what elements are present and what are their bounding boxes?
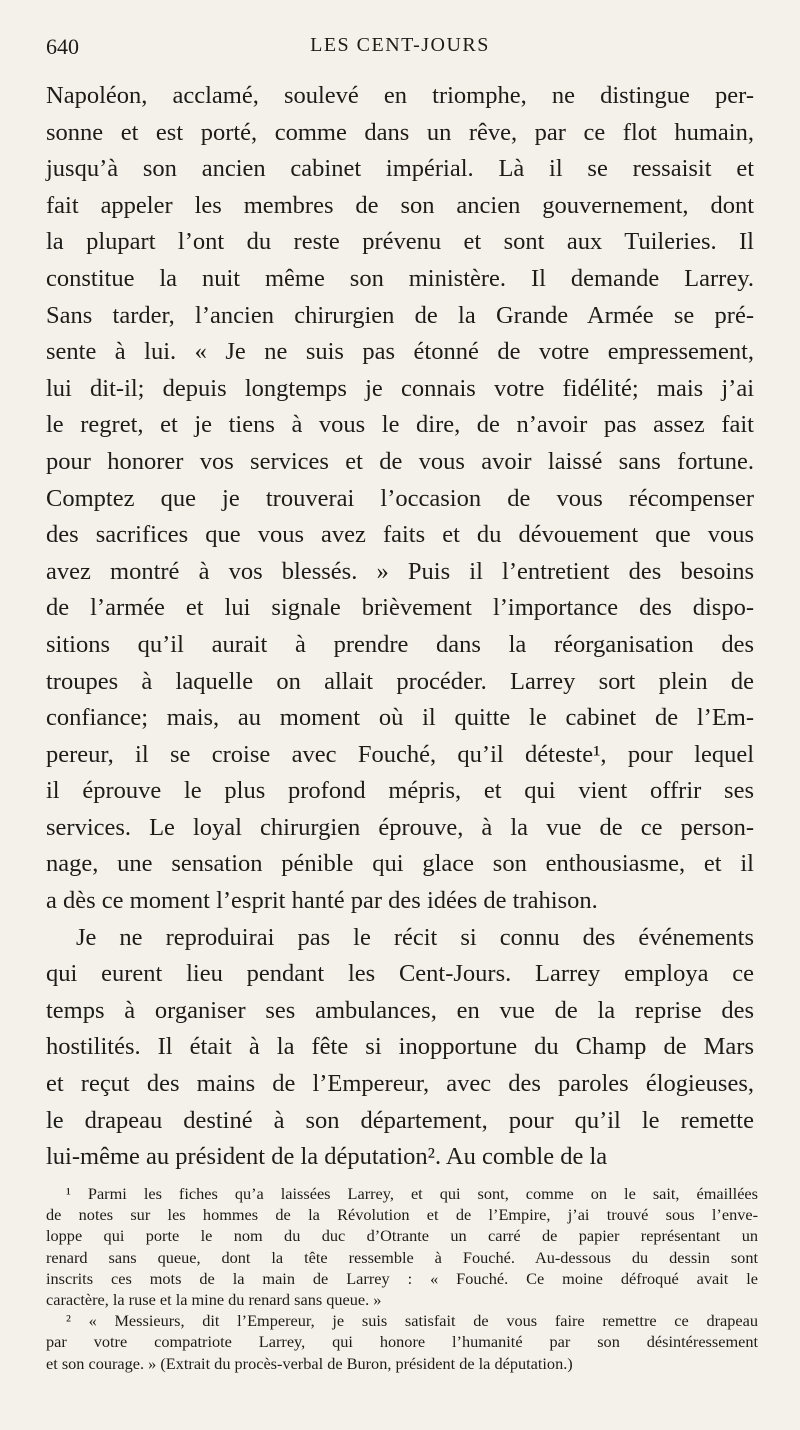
text-line: a dès ce moment l’esprit hanté par des idées de trahison. — [46, 887, 598, 915]
text-line: le drapeau destiné à son département, pour qu’il le remette — [46, 1106, 754, 1134]
paragraph — [46, 920, 754, 1176]
footnote-line: et son courage. » (Extrait du procès-verbal de Buron, président de la députation.) — [46, 1353, 573, 1373]
footnote-line: de notes sur les hommes de la Révolution et de l’Empire, j’ai trouvé sous l’enve- — [46, 1205, 758, 1225]
footnote-line: ² « Messieurs, dit l’Empereur, je suis satisfait de vous faire remettre ce drapeau — [66, 1311, 758, 1331]
text-line: Napoléon, acclamé, soulevé en triomphe, ne distingue per- — [46, 82, 754, 109]
text-line: la plupart l’ont du reste prévenu et sont aux Tuileries. Il — [46, 228, 754, 256]
text-line: constitue la nuit même son ministère. Il demande Larrey. — [46, 264, 754, 292]
text-line: avez montré à vos blessés. » Puis il l’entretient des besoins — [46, 557, 754, 585]
text-line: jusqu’à son ancien cabinet impérial. Là il se ressaisit et — [46, 155, 754, 183]
text-line: pour honorer vos services et de vous avoir laissé sans fortune. — [46, 447, 754, 475]
text-line: lui dit-il; depuis longtemps je connais votre fidélité; mais j’ai — [46, 374, 754, 402]
text-line: de l’armée et lui signale brièvement l’importance des dispo- — [46, 594, 754, 622]
text-line: des sacrifices que vous avez faits et du dévouement que vous — [46, 521, 754, 549]
text-line: pereur, il se croise avec Fouché, qu’il déteste¹, pour lequel — [46, 740, 754, 768]
text-line: lui-même au président de la députation². Au comble de la — [46, 1143, 608, 1171]
footnote-line: loppe qui porte le nom du duc d’Otrante un carré de papier représentant un — [46, 1226, 758, 1246]
text-line: il éprouve le plus profond mépris, et qui vient offrir ses — [46, 777, 754, 805]
text-line: sitions qu’il aurait à prendre dans la réorganisation des — [46, 630, 754, 658]
body-text — [46, 78, 754, 1176]
footnote-line: renard sans queue, dont la tête ressemble à Fouché. Au-dessous du dessin sont — [46, 1247, 758, 1267]
text-line: le regret, et je tiens à vous le dire, de n’avoir pas assez fait — [46, 411, 754, 439]
page-number: 640 — [46, 34, 79, 59]
text-line: Sans tarder, l’ancien chirurgien de la Grande Armée se pré- — [46, 301, 754, 329]
text-line: Comptez que je trouverai l’occasion de vous récompenser — [46, 484, 754, 512]
text-line: et reçut des mains de l’Empereur, avec des paroles élogieuses, — [46, 1070, 754, 1098]
footnote-line: ¹ Parmi les fiches qu’a laissées Larrey, et qui sont, comme on le sait, émaillées — [66, 1184, 758, 1203]
footnote-line: inscrits ces mots de la main de Larrey : « Fouché. Ce moine défroqué avait le — [46, 1268, 758, 1288]
text-line: Je ne reproduirai pas le récit si connu des événements — [76, 923, 754, 951]
footnote-line: par votre compatriote Larrey, qui honore l’humanité par son désintéressement — [46, 1332, 758, 1352]
footnotes — [46, 1183, 758, 1374]
running-title: LES CENT-JOURS — [310, 34, 490, 56]
footnote — [46, 1183, 758, 1310]
text-line: troupes à laquelle on allait procéder. Larrey sort plein de — [46, 667, 754, 695]
text-line: temps à organiser ses ambulances, en vue de la reprise des — [46, 996, 754, 1024]
text-line: sente à lui. « Je ne suis pas étonné de votre empressement, — [46, 338, 754, 366]
text-line: qui eurent lieu pendant les Cent-Jours. Larrey employa ce — [46, 960, 754, 988]
text-line: confiance; mais, au moment où il quitte le cabinet de l’Em- — [46, 704, 754, 732]
text-line: hostilités. Il était à la fête si inopportune du Champ de Mars — [46, 1033, 754, 1061]
text-line: services. Le loyal chirurgien éprouve, à la vue de ce person- — [46, 813, 754, 841]
footnote — [46, 1310, 758, 1374]
footnote-line: caractère, la ruse et la mine du renard sans queue. » — [46, 1289, 382, 1309]
text-line: fait appeler les membres de son ancien gouvernement, dont — [46, 191, 754, 219]
page-header — [46, 34, 754, 64]
text-line: sonne et est porté, comme dans un rêve, par ce flot humain, — [46, 118, 754, 146]
paragraph — [46, 78, 754, 920]
text-line: nage, une sensation pénible qui glace son enthousiasme, et il — [46, 850, 754, 878]
